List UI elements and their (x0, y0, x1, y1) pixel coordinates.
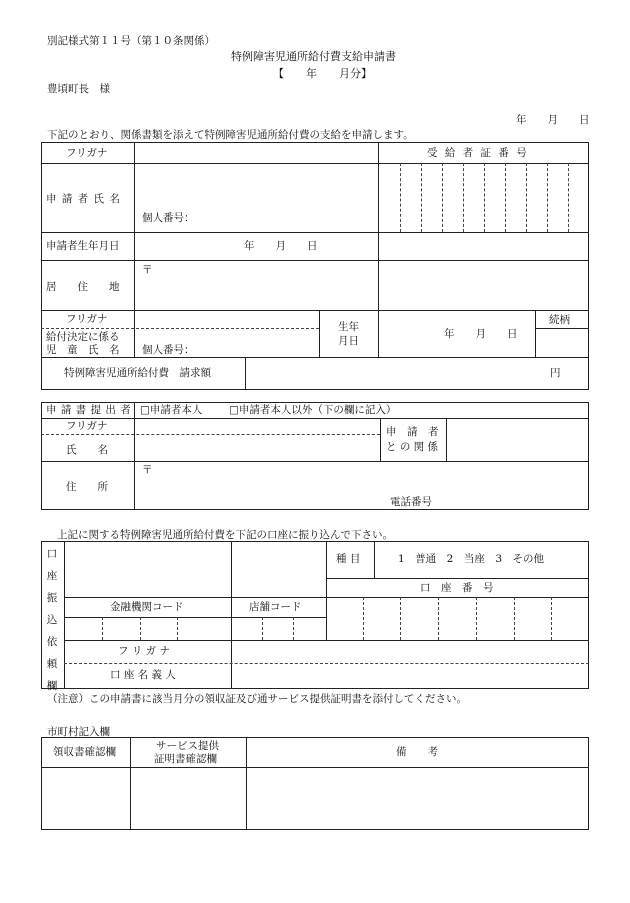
applicant-furigana-label: フリガナ (66, 147, 108, 159)
applicant-table (41, 142, 589, 390)
intro-text: 下記のとおり、関係書類を添えて特例障害児通所給付費の支給を申請します。 (47, 129, 414, 141)
applicant-birth-date: 年 月 日 (244, 240, 318, 252)
applicant-birth-label: 申請者生年月日 (46, 240, 120, 252)
attachment-note: （注意）この申請書に該当月分の領収証及び通サービス提供証明書を添付してください。 (47, 693, 467, 705)
residence-label: 居 住 地 (46, 281, 120, 293)
submitter-self-checkbox[interactable]: □申請者本人 (140, 404, 203, 416)
application-date: 年 月 日 (516, 114, 590, 126)
service-cert-column-2: 証明書確認欄 (154, 753, 217, 765)
submitter-other-checkbox[interactable]: □申請者本人以外（下の欄に記入） (229, 404, 397, 416)
submitter-address-label: 住 所 (66, 481, 108, 493)
phone-label: 電話番号 (390, 496, 432, 508)
remarks-column: 備 考 (396, 746, 438, 758)
submitter-postal-mark: 〒 (142, 464, 153, 476)
bank-code-label: 金融機関コード (110, 601, 184, 613)
page-title: 特例障害児通所給付費支給申請書 (231, 50, 396, 63)
receipt-check-column: 領収書確認欄 (53, 746, 116, 758)
account-type-options: 1 普通 2 当座 3 その他 (398, 553, 545, 565)
office-use-table (41, 737, 589, 830)
claim-amount-label: 特例障害児通所給付費 請求額 (64, 367, 211, 379)
child-furigana-label: フリガナ (66, 313, 108, 325)
child-name-label-2: 児 童 氏 名 (46, 344, 120, 356)
form-number: 別記様式第１１号（第１０条関係） (47, 35, 215, 47)
month-period: 【 年 月分】 (273, 67, 372, 80)
child-individual-number: 個人番号： (142, 344, 195, 356)
submitter-relation-label-1: 申 請 者 (386, 426, 439, 438)
branch-code-label: 店舗コード (249, 601, 302, 613)
office-use-heading: 市町村記入欄 (47, 726, 110, 738)
applicant-individual-number: 個人番号： (142, 212, 195, 224)
yen-unit: 円 (550, 367, 561, 379)
account-type-label: 種 目 (336, 553, 361, 565)
submitter-name-label: 氏 名 (66, 444, 108, 456)
submitter-relation-label-2: と の 関 係 (386, 441, 439, 453)
service-cert-column-1: サービス提供 (156, 740, 219, 752)
bank-side-label: 口 座 振 込 依 頼 欄 (46, 548, 58, 692)
child-birth-label-2: 月日 (338, 335, 359, 347)
submitter-furigana-label: フリガナ (66, 420, 108, 432)
submitter-label: 申 請 書 提 出 者 (46, 404, 132, 416)
cert-number-label: 受 給 者 証 番 号 (427, 147, 529, 159)
child-birth-label-1: 生年 (338, 321, 359, 333)
addressee: 豊頃町長 様 (47, 83, 110, 95)
account-holder-label: 口 座 名 義 人 (110, 669, 176, 681)
holder-furigana-label: フ リ ガ ナ (118, 645, 171, 657)
account-number-label: 口 座 番 号 (420, 582, 494, 594)
applicant-name-label: 申 請 者 氏 名 (46, 193, 121, 205)
residence-postal-mark: 〒 (142, 264, 153, 276)
child-name-label-1: 給付決定に係る (46, 331, 120, 343)
relation-label: 続柄 (549, 314, 570, 326)
bank-intro-text: 上記に関する特例障害児通所給付費を下記の口座に振り込んで下さい。 (57, 529, 393, 541)
child-birth-date: 年 月 日 (444, 328, 518, 340)
